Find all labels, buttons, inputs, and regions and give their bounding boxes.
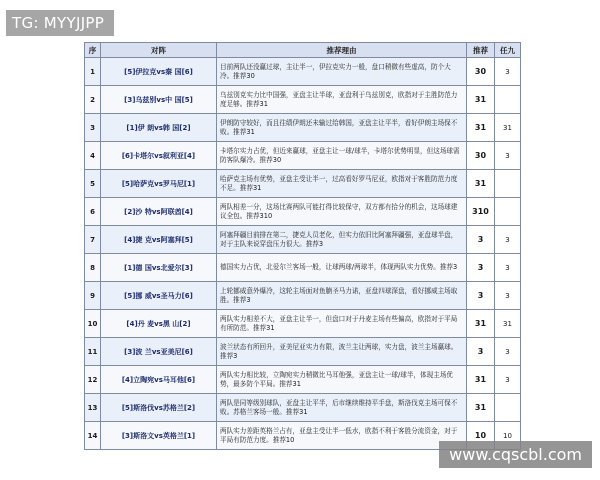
row-renjiu [495,170,521,198]
row-match: [5]挪 威vs圣马力[6] [101,282,217,310]
table-row [85,86,521,114]
row-recommendation: 3 [467,282,495,310]
row-recommendation: 30 [467,58,495,86]
table-row [85,114,521,142]
row-match: [6]卡塔尔vs叙利亚[4] [101,142,217,170]
row-reason: 哈萨克主场有优势，亚盘主受让半一，过高看好罗马尼亚，欧指对于客胜防范力度不足。推荐31 [217,170,467,198]
table-row [85,142,521,170]
row-reason: 两队相差一分，这场比赛两队可能打得比较保守，双方都有拾分的机会，这场球建议全包。推荐310 [217,198,467,226]
row-renjiu: 10 [495,422,521,450]
row-recommendation: 3 [467,254,495,282]
row-seq: 12 [85,366,101,394]
table-row [85,170,521,198]
row-renjiu: 3 [495,338,521,366]
row-reason: 乌兹别克实力比中国强，亚盘主让半球，亚盘利于乌兹别克，欧指对于主胜防范力度足够。推荐31 [217,86,467,114]
row-match: [5]哈萨克vs罗马尼[1] [101,170,217,198]
row-match: [4]捷 克vs阿塞拜[5] [101,226,217,254]
table-row [85,366,521,394]
row-match: [1]德 国vs北爱尔[3] [101,254,217,282]
row-renjiu: 31 [495,114,521,142]
recommendation-table [84,42,521,450]
table-row [85,338,521,366]
table-header-row [85,43,521,58]
row-recommendation: 31 [467,114,495,142]
row-renjiu: 3 [495,366,521,394]
row-seq: 6 [85,198,101,226]
header-renjiu: 任九 [495,43,521,58]
row-seq: 8 [85,254,101,282]
row-renjiu: 3 [495,58,521,86]
row-seq: 4 [85,142,101,170]
row-recommendation: 30 [467,142,495,170]
row-renjiu: 3 [495,254,521,282]
row-reason: 德国实力占优，北爱尔兰客场一般，让球两球/两球半，体现两队实力优势。推荐3 [217,254,467,282]
row-renjiu [495,394,521,422]
row-recommendation: 31 [467,310,495,338]
table-body [85,58,521,450]
table-row [85,198,521,226]
row-reason: 两队实力差距英格兰占有，亚盘主受让半一低水，欧指不利于客胜分流资金，对于平局有防范力度。推荐10 [217,422,467,450]
row-match: [5]伊拉克vs秦 国[6] [101,58,217,86]
header-reason: 推荐理由 [217,43,467,58]
row-reason: 伊朗防守较好，而且往绩伊朗还未输过给韩国，亚盘主让平半，看好伊朗主场保不败。推荐31 [217,114,467,142]
row-match: [4]丹 麦vs黑 山[2] [101,310,217,338]
row-reason: 两队实力相比较，立陶宛实力稍微比马耳他强，亚盘主让一球/球半，体现主场优势，最多防个平局。推荐31 [217,366,467,394]
row-match: [2]沙 特vs阿联酋[4] [101,198,217,226]
row-renjiu: 3 [495,226,521,254]
row-seq: 14 [85,422,101,450]
row-renjiu [495,86,521,114]
header-recommendation: 推荐 [467,43,495,58]
row-reason: 两队实力相差不大，亚盘主让半一，但盘口对于丹麦主场有些偏高，欧指对于平局有所防范。推荐31 [217,310,467,338]
row-seq: 11 [85,338,101,366]
watermark-site-url: www.cqscbl.com [439,441,592,468]
row-match: [3]斯洛文vs英格兰[1] [101,422,217,450]
row-seq: 1 [85,58,101,86]
table-row [85,394,521,422]
row-seq: 10 [85,310,101,338]
row-match: [1]伊 朗vs韩 国[2] [101,114,217,142]
header-seq: 序 [85,43,101,58]
row-recommendation: 31 [467,170,495,198]
row-match: [3]乌兹别vs中 国[5] [101,86,217,114]
row-reason: 目前两队还没赢过球，主让半一，伊拉克实力一般，盘口稍微有些虚高，防个大冷。推荐30 [217,58,467,86]
row-renjiu: 3 [495,142,521,170]
row-renjiu [495,198,521,226]
row-match: [3]波 兰vs亚美尼[6] [101,338,217,366]
row-reason: 两队是同等级别球队，亚盘主让平半，后市继续维持平手盘，斯洛伐克主场可保不败。苏格兰客场一般。推荐31 [217,394,467,422]
row-reason: 卡塔尔实力占优，但近来赢球，亚盘主让一球/球半，卡塔尔优势明显，但这场球需防客队爆冷。推荐30 [217,142,467,170]
row-match: [4]立陶宛vs马耳他[6] [101,366,217,394]
table-row [85,58,521,86]
row-renjiu: 3 [495,282,521,310]
row-seq: 2 [85,86,101,114]
row-reason: 波兰状态有所回升，亚美尼亚实力有限，波兰主让两球，实力盘，波兰主场赢球。推荐3 [217,338,467,366]
row-recommendation: 31 [467,86,495,114]
row-seq: 9 [85,282,101,310]
row-recommendation: 310 [467,198,495,226]
recommendation-table-container [84,42,520,450]
table-row [85,226,521,254]
header-match: 对阵 [101,43,217,58]
row-match: [5]斯洛伐vs苏格兰[2] [101,394,217,422]
row-seq: 13 [85,394,101,422]
row-recommendation: 3 [467,338,495,366]
row-renjiu: 31 [495,310,521,338]
row-recommendation: 3 [467,226,495,254]
row-reason: 阿塞拜疆目前排在第二，捷克人员老化，但实力依旧比阿塞拜疆强，亚盘球半盘，对于主队来说穿盘压力很大。推荐3 [217,226,467,254]
table-row [85,254,521,282]
table-row [85,282,521,310]
row-seq: 7 [85,226,101,254]
row-recommendation: 31 [467,366,495,394]
row-seq: 5 [85,170,101,198]
row-seq: 3 [85,114,101,142]
table-row [85,310,521,338]
row-recommendation: 10 [467,422,495,450]
watermark-tg-label: TG: MYYJJPP [6,10,114,36]
row-reason: 上轮挪威意外爆冷，这轮主场面对鱼腩圣马力诺，亚盘四球深盘，看好挪威主场取胜。推荐3 [217,282,467,310]
row-recommendation: 31 [467,394,495,422]
